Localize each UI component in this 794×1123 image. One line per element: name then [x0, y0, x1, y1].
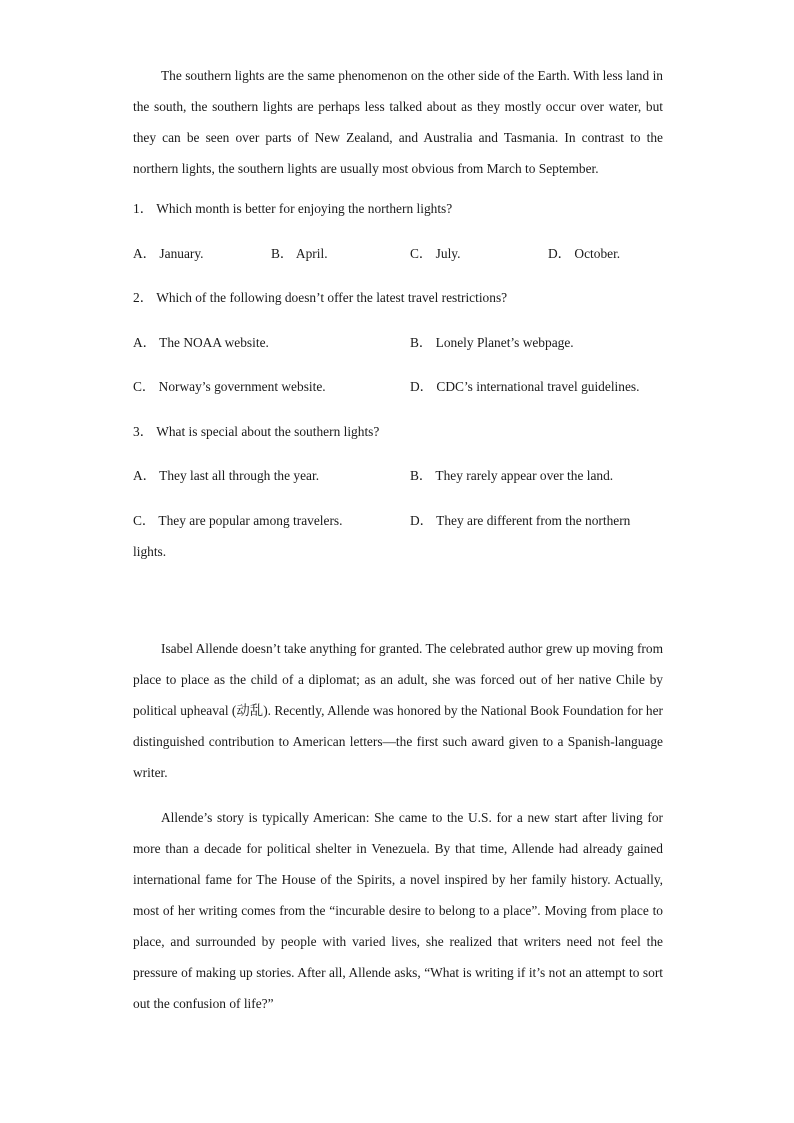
- question-1-stem: 1． Which month is better for enjoying the northern lights?: [133, 201, 453, 216]
- question-2-option-c: C． Norway’s government website.: [133, 379, 326, 394]
- question-2-option-d: D． CDC’s international travel guidelines.: [410, 379, 640, 394]
- question-1-option-d: D． October.: [548, 246, 621, 261]
- passage2-paragraph-1: Isabel Allende doesn’t take anything for granted. The celebrated author grew up moving from place to place as the child of a diplomat; as an adult, she was forced out of her native Chile by political upheaval (动乱). Recently, Allende was honored by the National Book Foundation for her distinguished contribution to American letters—the first such award given to a Spanish-language writer.: [133, 641, 663, 780]
- question-1-option-b: B． April.: [271, 246, 328, 261]
- question-1-options: [133, 243, 663, 265]
- question-3-option-a: A． They last all through the year.: [133, 468, 320, 483]
- question-3-options-row2: [133, 505, 663, 567]
- question-2-options-row2: [133, 376, 663, 398]
- passage2-paragraph-2: Allende’s story is typically American: She came to the U.S. for a new start after living for more than a decade for political shelter in Venezuela. By that time, Allende had already gained international fame for The House of the Spirits, a novel inspired by her family history. Actually, most of her writing comes from the “incurable desire to belong to a place”. Moving from place to place, and surrounded by people with varied lives, she realized that writers need not feel the pressure of making up stories. After all, Allende asks, “What is writing if it’s not an attempt to sort out the confusion of life?”: [133, 810, 663, 1011]
- question-2-options-row1: [133, 332, 663, 354]
- question-3-option-d-text: D． They are different from the northern lights.: [133, 513, 631, 559]
- question-3-option-c: C． They are popular among travelers.: [133, 513, 343, 528]
- question-3-stem: 3． What is special about the southern lights?: [133, 424, 380, 439]
- question-2-stem: 2． Which of the following doesn’t offer the latest travel restrictions?: [133, 290, 508, 305]
- question-1-option-c: C． July.: [410, 246, 461, 261]
- question-3-option-b: B． They rarely appear over the land.: [410, 468, 614, 483]
- question-1-option-a: A． January.: [133, 246, 204, 261]
- question-2-option-b: B． Lonely Planet’s webpage.: [410, 335, 574, 350]
- passage1-paragraph: The southern lights are the same phenomenon on the other side of the Earth. With less land in the south, the southern lights are perhaps less talked about as they mostly occur over water, but they can be seen over parts of New Zealand, and Australia and Tasmania. In contrast to the northern lights, the southern lights are usually most obvious from March to September.: [133, 68, 663, 176]
- question-2-option-a: A． The NOAA website.: [133, 335, 269, 350]
- document-page: [133, 60, 663, 1019]
- question-3-options-row1: [133, 465, 663, 487]
